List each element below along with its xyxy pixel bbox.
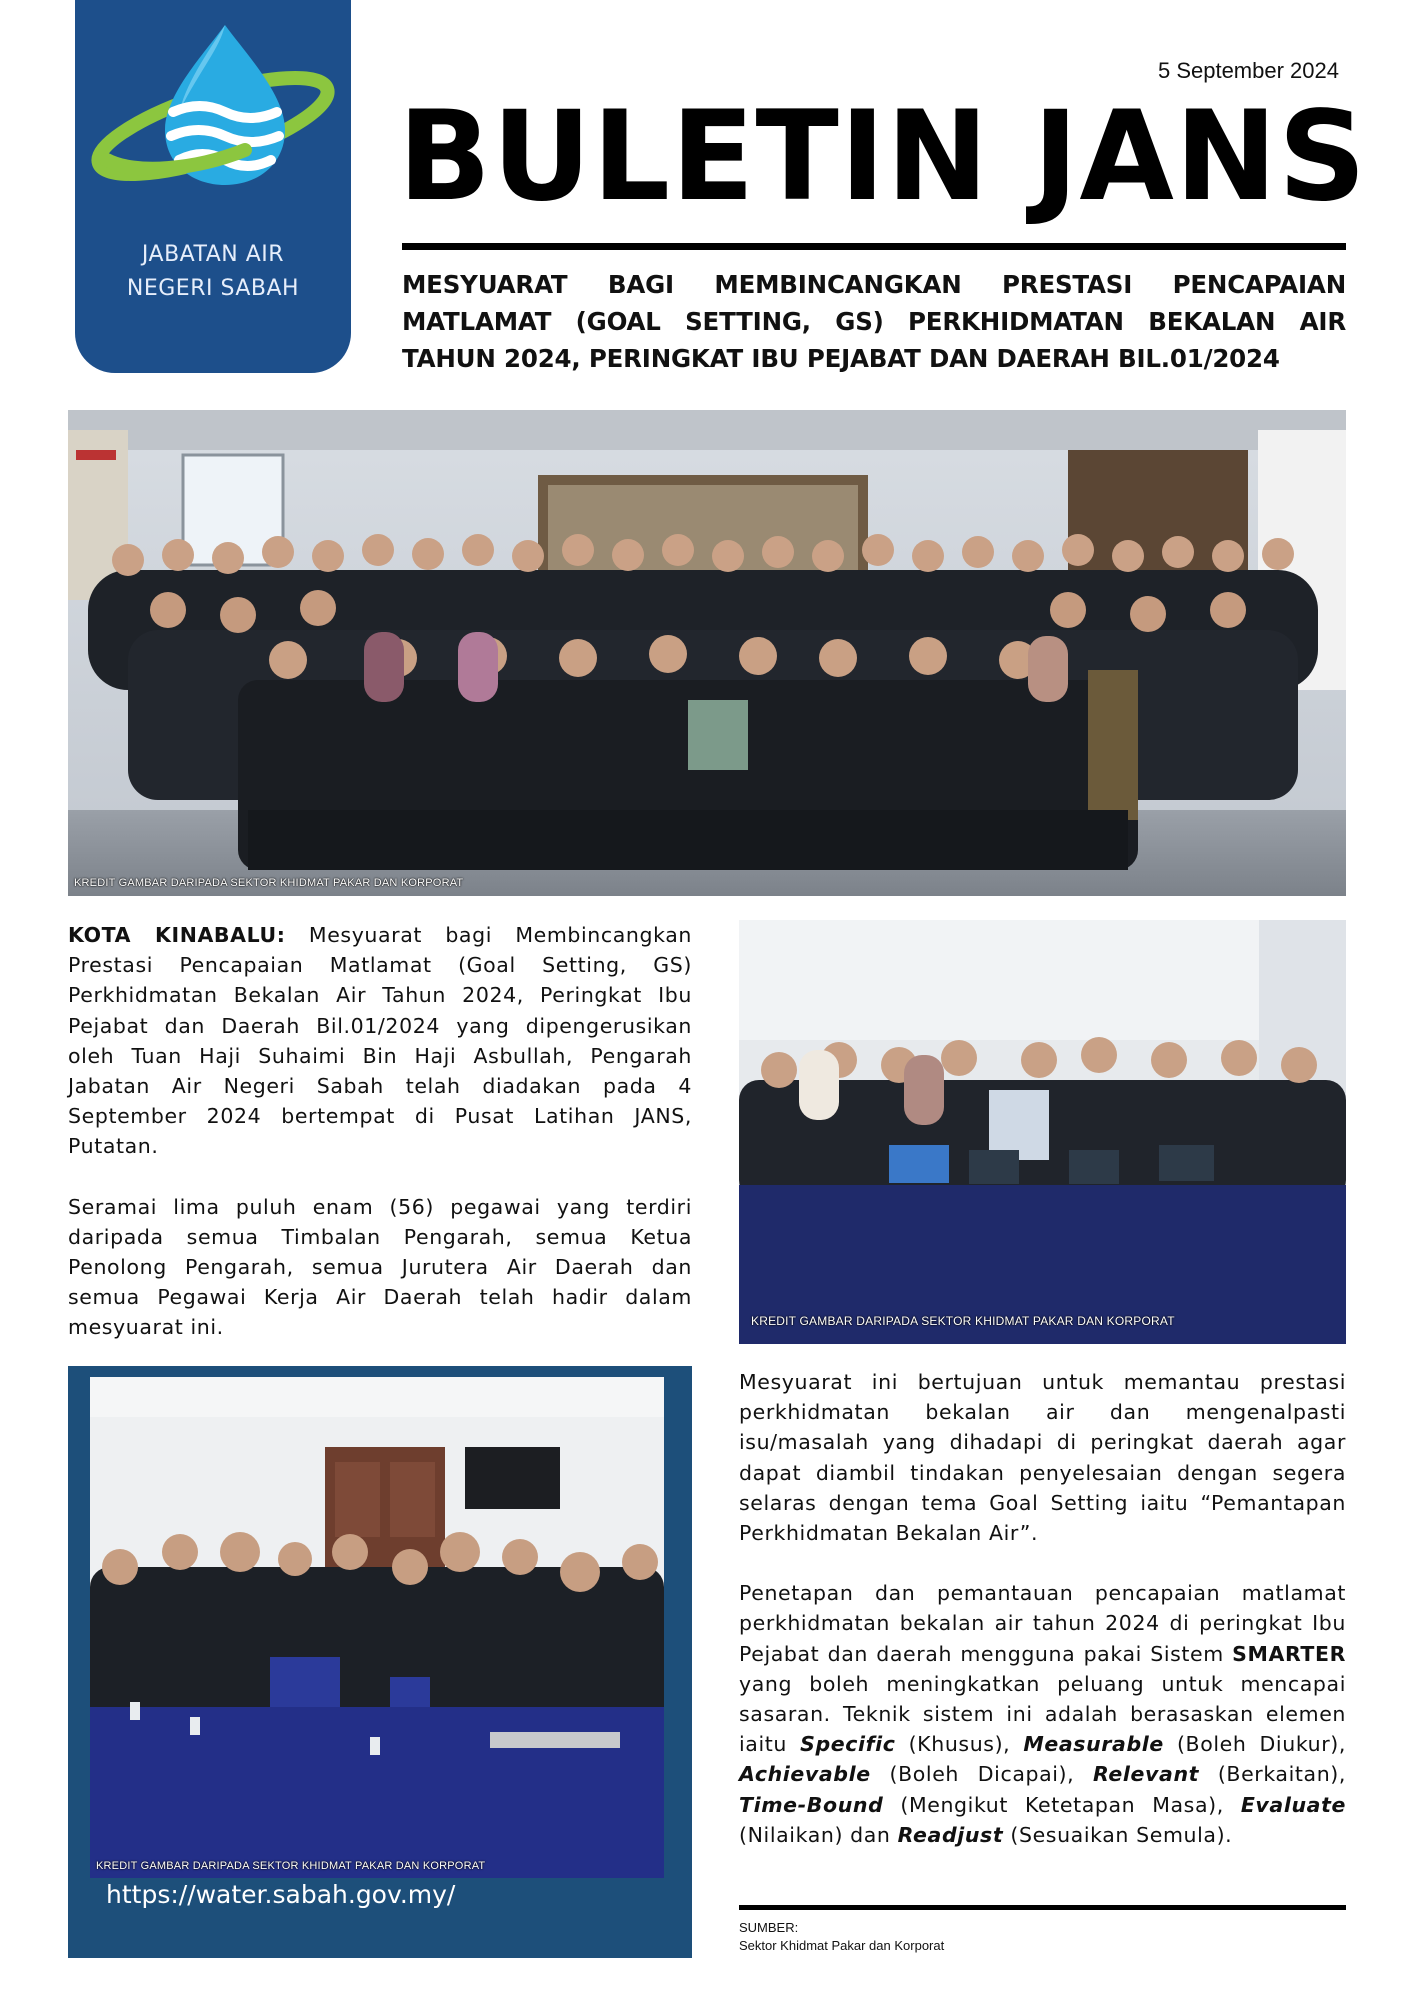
term-evaluate: Evaluate	[1240, 1792, 1346, 1817]
issue-date: 5 September 2024	[1157, 58, 1339, 83]
desc-measurable: (Boleh Diukur),	[1163, 1732, 1346, 1757]
group-photo-credit: KREDIT GAMBAR DARIPADA SEKTOR KHIDMAT PAKAR DAN KORPORAT	[74, 877, 464, 889]
meeting-photo-right-credit: KREDIT GAMBAR DARIPADA SEKTOR KHIDMAT PAKAR DAN KORPORAT	[751, 1314, 1175, 1328]
logo-line-2: NEGERI SABAH	[126, 276, 300, 301]
article-paragraph-3: Mesyuarat ini bertujuan untuk memantau prestasi perkhidmatan bekalan air dan mengenalpasti isu/masalah yang dihadapi di peringkat daerah agar dapat diambil tindakan penyelesaian dengan segera selaras dengan tema Goal Setting iaitu “Pemantapan Perkhidmatan Bekalan Air”.	[739, 1370, 1346, 1546]
footer-divider	[739, 1905, 1346, 1910]
article-headline: MESYUARAT BAGI MEMBINCANGKAN PRESTASI PENCAPAIAN MATLAMAT (GOAL SETTING, GS) PERKHIDMATAN BEKALAN AIR TAHUN 2024, PERINGKAT IBU PEJABAT DAN DAERAH BIL.01/2024	[402, 270, 1346, 373]
meeting-photo-left	[90, 1377, 664, 1878]
term-measurable: Measurable	[1023, 1732, 1164, 1757]
term-achievable: Achievable	[739, 1762, 871, 1787]
desc-evaluate: (Nilaikan) dan	[739, 1822, 898, 1847]
website-link[interactable]: https://water.sabah.gov.my/	[106, 1880, 456, 1909]
water-drop-logo-icon	[75, 0, 351, 240]
meeting-photo-left-image	[90, 1377, 664, 1878]
article-paragraph-2: Seramai lima puluh enam (56) pegawai yang terdiri daripada semua Timbalan Pengarah, semua Ketua Penolong Pengarah, semua Jurutera Air Daerah dan semua Pegawai Kerja Air Daerah telah hadir dalam mesyuarat ini.	[68, 1194, 692, 1340]
smarter-term: SMARTER	[1232, 1641, 1346, 1666]
group-photo	[68, 410, 1346, 896]
paragraph-1-text: Mesyuarat bagi Membincangkan Prestasi Pencapaian Matlamat (Goal Setting, GS) Perkhidmatan Bekalan Air Tahun 2024, Peringkat Ibu Pejabat dan Daerah Bil.01/2024 yang dipengerusikan oleh Tuan Haji Suhaimi Bin Haji Asbullah, Pengarah Jabatan Air Negeri Sabah telah diadakan pada 4 September 2024 bertempat di Pusat Latihan JANS, Putatan.	[68, 923, 692, 1159]
photo-panel-left	[68, 1366, 692, 1958]
desc-readjust: (Sesuaikan Semula).	[1003, 1822, 1233, 1847]
term-timebound: Time-Bound	[739, 1792, 884, 1817]
meeting-photo-right	[739, 920, 1346, 1344]
term-specific: Specific	[800, 1732, 896, 1757]
logo-text	[75, 238, 351, 306]
meeting-photo-left-credit: KREDIT GAMBAR DARIPADA SEKTOR KHIDMAT PAKAR DAN KORPORAT	[96, 1860, 486, 1872]
source-value: Sektor Khidmat Pakar dan Korporat	[739, 1938, 945, 1953]
desc-relevant: (Berkaitan),	[1199, 1762, 1346, 1787]
paragraph-4-text-b: yang boleh meningkatkan peluang untuk mencapai sasaran. Teknik sistem ini adalah berasaskan elemen iaitu	[739, 1671, 1346, 1757]
group-photo-image	[68, 410, 1346, 896]
masthead-title: BULETIN JANS	[398, 85, 1368, 229]
dateline: KOTA KINABALU:	[68, 923, 286, 947]
jans-logo	[75, 0, 351, 373]
article-paragraph-1	[68, 920, 692, 1162]
term-readjust: Readjust	[897, 1822, 1004, 1847]
article-left-column	[68, 920, 692, 1373]
article-paragraph-4	[739, 1578, 1346, 1850]
paragraph-4-text-a: Penetapan dan pemantauan pencapaian matlamat perkhidmatan bekalan air tahun 2024 di peringkat Ibu Pejabat dan daerah mengguna pakai Sistem	[739, 1581, 1346, 1666]
term-relevant: Relevant	[1093, 1762, 1200, 1787]
source-label: SUMBER:	[739, 1920, 799, 1935]
desc-timebound: (Mengikut Ketetapan Masa),	[883, 1792, 1241, 1817]
masthead-divider	[402, 243, 1346, 250]
desc-specific: (Khusus),	[895, 1732, 1024, 1757]
article-right-column	[739, 1367, 1346, 1850]
meeting-photo-right-image	[739, 920, 1346, 1344]
desc-achievable: (Boleh Dicapai),	[870, 1762, 1094, 1787]
logo-line-1: JABATAN AIR	[141, 242, 285, 267]
